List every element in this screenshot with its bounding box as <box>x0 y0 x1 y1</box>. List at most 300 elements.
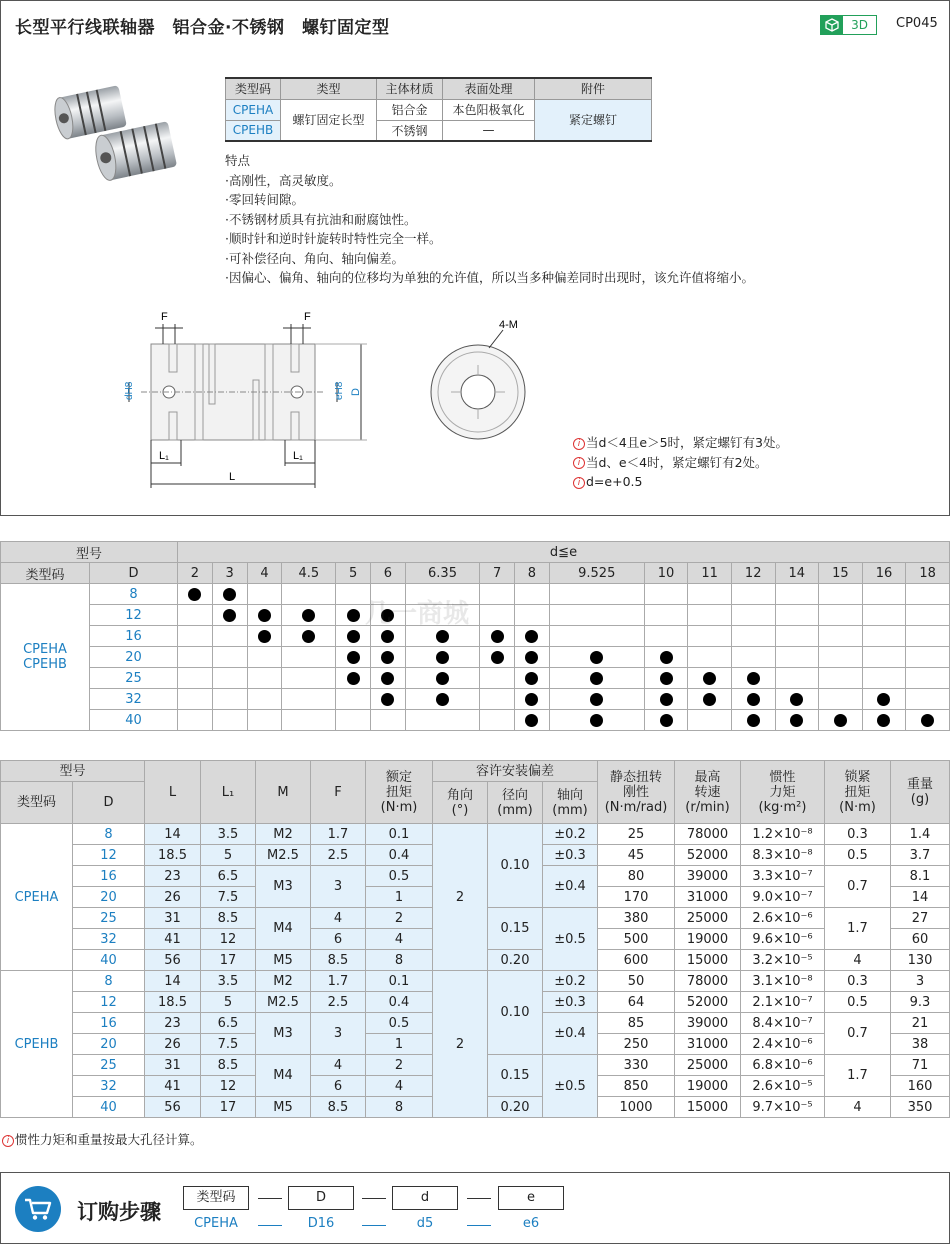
bore-cell <box>371 710 406 731</box>
available-dot <box>525 714 538 727</box>
spec-head-code: 类型码 <box>1 782 73 824</box>
bore-cell <box>282 668 336 689</box>
bore-col-header: 5 <box>336 563 371 584</box>
bore-cell <box>247 626 282 647</box>
col-surface: 表面处理 <box>443 78 535 99</box>
dim-f-left: F <box>161 311 168 323</box>
spec-D-cell[interactable]: 16 <box>73 1013 145 1034</box>
available-dot <box>921 714 934 727</box>
spec-type-code[interactable]: CPEHA <box>1 824 73 971</box>
order-dash <box>467 1198 491 1199</box>
spec-M-cell: M5 <box>256 950 311 971</box>
spec-angle-cell: 2 <box>433 824 488 971</box>
bore-col-header: 7 <box>480 563 515 584</box>
bore-cell <box>688 626 732 647</box>
bore-cell <box>775 605 819 626</box>
bore-cell <box>282 689 336 710</box>
spec-weight-cell: 130 <box>891 950 950 971</box>
spec-D-cell[interactable]: 20 <box>73 1034 145 1055</box>
order-steps-panel <box>0 1172 950 1244</box>
spec-L1-cell: 7.5 <box>201 1034 256 1055</box>
bore-cell <box>644 668 688 689</box>
type-code-cell[interactable]: CPEHB <box>226 120 281 141</box>
order-dash <box>258 1225 282 1226</box>
spec-torque-cell: 8 <box>366 950 433 971</box>
available-dot <box>436 630 449 643</box>
spec-D-cell[interactable]: 25 <box>73 908 145 929</box>
order-dash <box>467 1225 491 1226</box>
spec-head-angle: 角向 (°) <box>433 782 488 824</box>
spec-L-cell: 14 <box>145 971 201 992</box>
available-dot <box>703 672 716 685</box>
coupling-product-image <box>53 81 183 191</box>
bore-cell <box>906 584 950 605</box>
spec-F-cell: 1.7 <box>311 971 366 992</box>
spec-stiffness-cell: 850 <box>598 1076 675 1097</box>
spec-M-cell: M2 <box>256 824 311 845</box>
spec-stiffness-cell: 50 <box>598 971 675 992</box>
bore-cell <box>480 668 515 689</box>
bore-cell <box>819 584 863 605</box>
spec-M-cell: M4 <box>256 1055 311 1097</box>
spec-lock-cell: 1.7 <box>825 908 891 950</box>
feature-item: ·高刚性，高灵敏度。 <box>225 172 342 188</box>
bore-cell <box>549 584 644 605</box>
spec-L-cell: 56 <box>145 950 201 971</box>
spec-speed-cell: 31000 <box>675 1034 741 1055</box>
spec-stiffness-cell: 25 <box>598 824 675 845</box>
3d-label: 3D <box>851 18 868 32</box>
bore-cell <box>688 605 732 626</box>
spec-lock-cell: 4 <box>825 1097 891 1118</box>
spec-speed-cell: 52000 <box>675 992 741 1013</box>
spec-D-cell[interactable]: 12 <box>73 845 145 866</box>
available-dot <box>525 651 538 664</box>
spec-F-cell: 4 <box>311 908 366 929</box>
bore-col-header: 6.35 <box>405 563 479 584</box>
bore-cell <box>819 710 863 731</box>
bore-col-header: 3 <box>212 563 247 584</box>
spec-axial-cell: ±0.3 <box>543 845 598 866</box>
available-dot <box>590 672 603 685</box>
spec-F-cell: 8.5 <box>311 1097 366 1118</box>
spec-M-cell: M2.5 <box>256 845 311 866</box>
available-dot <box>660 693 673 706</box>
cart-icon <box>15 1186 61 1232</box>
available-dot <box>347 651 360 664</box>
available-dot <box>525 693 538 706</box>
bore-col-header: 15 <box>819 563 863 584</box>
spec-D-cell[interactable]: 40 <box>73 1097 145 1118</box>
available-dot <box>590 651 603 664</box>
bore-cell <box>212 605 247 626</box>
bore-cell <box>405 710 479 731</box>
spec-weight-cell: 60 <box>891 929 950 950</box>
available-dot <box>258 630 271 643</box>
cube-icon <box>821 16 843 34</box>
spec-axial-cell: ±0.4 <box>543 866 598 908</box>
spec-speed-cell: 19000 <box>675 1076 741 1097</box>
spec-L1-cell: 3.5 <box>201 824 256 845</box>
spec-head-M: M <box>256 761 311 824</box>
spec-speed-cell: 78000 <box>675 971 741 992</box>
spec-F-cell: 6 <box>311 1076 366 1097</box>
bore-col-header: 4.5 <box>282 563 336 584</box>
order-value-e: e6 <box>522 1216 540 1231</box>
available-dot <box>660 651 673 664</box>
bore-cell <box>644 605 688 626</box>
spec-stiffness-cell: 500 <box>598 929 675 950</box>
bore-cell <box>282 626 336 647</box>
dimension-drawing <box>111 306 541 491</box>
col-accessory: 附件 <box>535 78 652 99</box>
bore-cell <box>775 626 819 647</box>
bore-cell <box>336 647 371 668</box>
bore-cell <box>549 668 644 689</box>
bore-cell <box>178 584 213 605</box>
spec-L1-cell: 5 <box>201 992 256 1013</box>
bore-head-D: D <box>90 563 178 584</box>
bore-row <box>1 689 950 710</box>
bore-cell <box>212 668 247 689</box>
spec-D-cell[interactable]: 40 <box>73 950 145 971</box>
bore-cell <box>247 689 282 710</box>
spec-F-cell: 6 <box>311 929 366 950</box>
spec-L1-cell: 5 <box>201 845 256 866</box>
order-dash <box>258 1198 282 1199</box>
spec-stiffness-cell: 45 <box>598 845 675 866</box>
bore-D-cell[interactable]: 12 <box>90 605 178 626</box>
info-icon: i <box>2 1135 14 1147</box>
dim-l1-left: L₁ <box>159 450 169 462</box>
bore-cell <box>644 626 688 647</box>
available-dot <box>747 672 760 685</box>
bore-cell <box>514 605 549 626</box>
feature-item: ·不锈钢材质具有抗油和耐腐蚀性。 <box>225 211 417 227</box>
dim-d: dH8 <box>124 381 135 400</box>
bore-cell <box>862 584 906 605</box>
bore-cell <box>644 689 688 710</box>
available-dot <box>877 693 890 706</box>
spec-L-cell: 23 <box>145 866 201 887</box>
bore-col-header: 2 <box>178 563 213 584</box>
bore-cell <box>775 668 819 689</box>
available-dot <box>590 714 603 727</box>
spec-stiffness-cell: 250 <box>598 1034 675 1055</box>
bore-cell <box>247 668 282 689</box>
spec-D-cell[interactable]: 8 <box>73 971 145 992</box>
spec-L-cell: 41 <box>145 1076 201 1097</box>
available-dot <box>258 609 271 622</box>
spec-D-cell[interactable]: 25 <box>73 1055 145 1076</box>
bore-cell <box>688 584 732 605</box>
spec-F-cell: 3 <box>311 866 366 908</box>
spec-speed-cell: 25000 <box>675 908 741 929</box>
page-title: 长型平行线联轴器 铝合金·不锈钢 螺钉固定型 <box>15 18 390 38</box>
bore-cell <box>178 668 213 689</box>
spec-head-model: 型号 <box>1 761 145 782</box>
spec-D-cell[interactable]: 32 <box>73 1076 145 1097</box>
spec-weight-cell: 8.1 <box>891 866 950 887</box>
product-code: CP045 <box>896 16 938 31</box>
spec-head-tol: 容许安装偏差 <box>433 761 598 782</box>
spec-F-cell: 2.5 <box>311 845 366 866</box>
order-box-D: D <box>288 1186 354 1210</box>
bore-cell <box>212 710 247 731</box>
spec-axial-cell: ±0.4 <box>543 1013 598 1055</box>
available-dot <box>381 651 394 664</box>
available-dot <box>703 693 716 706</box>
spec-L-cell: 18.5 <box>145 845 201 866</box>
spec-M-cell: M5 <box>256 1097 311 1118</box>
bore-cell <box>480 647 515 668</box>
bore-cell <box>549 605 644 626</box>
bore-D-cell[interactable]: 25 <box>90 668 178 689</box>
feature-item: ·顺时针和逆时针旋转时特性完全一样。 <box>225 231 442 246</box>
bore-cell <box>371 668 406 689</box>
spec-head-axial: 轴向 (mm) <box>543 782 598 824</box>
bore-type-codes[interactable]: CPEHA CPEHB <box>1 584 90 731</box>
bore-cell <box>775 647 819 668</box>
bore-cell <box>282 605 336 626</box>
spec-inertia-cell: 2.6×10⁻⁶ <box>741 908 825 929</box>
spec-D-cell[interactable]: 12 <box>73 992 145 1013</box>
col-type-code: 类型码 <box>226 78 281 99</box>
bore-cell <box>480 605 515 626</box>
spec-lock-cell: 0.7 <box>825 866 891 908</box>
spec-F-cell: 1.7 <box>311 824 366 845</box>
order-value-code: CPEHA <box>194 1216 238 1231</box>
available-dot <box>302 630 315 643</box>
watermark: 几一商城 <box>365 599 470 629</box>
bore-cell <box>282 647 336 668</box>
bore-D-cell[interactable]: 8 <box>90 584 178 605</box>
feature-item: ·因偏心、偏角、轴向的位移均为单独的允许值，所以当多种偏差同时出现时，该允许值将缩小。 <box>225 270 754 285</box>
spec-L1-cell: 8.5 <box>201 1055 256 1076</box>
spec-inertia-cell: 9.0×10⁻⁷ <box>741 887 825 908</box>
spec-inertia-cell: 2.1×10⁻⁷ <box>741 992 825 1013</box>
material-cell: 不锈钢 <box>377 120 443 141</box>
spec-inertia-cell: 2.4×10⁻⁶ <box>741 1034 825 1055</box>
spec-D-cell[interactable]: 8 <box>73 824 145 845</box>
spec-weight-cell: 160 <box>891 1076 950 1097</box>
spec-radial-cell: 0.10 <box>488 824 543 908</box>
bore-cell <box>247 584 282 605</box>
bore-cell <box>247 647 282 668</box>
bore-cell <box>819 689 863 710</box>
spec-row <box>1 971 950 992</box>
spec-M-cell: M4 <box>256 908 311 950</box>
dim-e: eH8 <box>334 381 345 400</box>
bore-cell <box>775 689 819 710</box>
bore-col-header: 6 <box>371 563 406 584</box>
spec-stiffness-cell: 380 <box>598 908 675 929</box>
spec-F-cell: 4 <box>311 1055 366 1076</box>
spec-speed-cell: 39000 <box>675 866 741 887</box>
spec-torque-cell: 0.5 <box>366 866 433 887</box>
bore-cell <box>549 626 644 647</box>
spec-L-cell: 41 <box>145 929 201 950</box>
spec-speed-cell: 15000 <box>675 1097 741 1118</box>
spec-torque-cell: 0.5 <box>366 1013 433 1034</box>
note-item: i 当d、e＜4时，紧定螺钉有2处。 <box>573 453 788 473</box>
surface-cell: — <box>443 120 535 141</box>
spec-inertia-cell: 3.2×10⁻⁵ <box>741 950 825 971</box>
spec-torque-cell: 8 <box>366 1097 433 1118</box>
spec-torque-cell: 4 <box>366 1076 433 1097</box>
dim-l: L <box>229 471 236 483</box>
bore-cell <box>282 584 336 605</box>
bore-cell <box>644 710 688 731</box>
spec-F-cell: 8.5 <box>311 950 366 971</box>
type-spec-table <box>225 77 652 142</box>
bore-cell <box>480 689 515 710</box>
3d-badge[interactable] <box>820 15 877 35</box>
spec-stiffness-cell: 1000 <box>598 1097 675 1118</box>
bore-cell <box>906 626 950 647</box>
spec-torque-cell: 0.1 <box>366 824 433 845</box>
spec-lock-cell: 4 <box>825 950 891 971</box>
col-type: 类型 <box>281 78 377 99</box>
spec-stiffness-cell: 85 <box>598 1013 675 1034</box>
available-dot <box>491 651 504 664</box>
spec-stiffness-cell: 600 <box>598 950 675 971</box>
spec-L-cell: 31 <box>145 908 201 929</box>
spec-head-lock: 锁紧 扭矩 (N·m) <box>825 761 891 824</box>
bore-cell <box>178 689 213 710</box>
spec-lock-cell: 0.7 <box>825 1013 891 1055</box>
bore-D-cell[interactable]: 40 <box>90 710 178 731</box>
spec-stiffness-cell: 330 <box>598 1055 675 1076</box>
surface-cell: 本色阳极氧化 <box>443 99 535 120</box>
spec-torque-cell: 0.4 <box>366 992 433 1013</box>
spec-stiffness-cell: 64 <box>598 992 675 1013</box>
bore-cell <box>212 647 247 668</box>
spec-D-cell[interactable]: 32 <box>73 929 145 950</box>
bore-cell <box>688 668 732 689</box>
bore-row <box>1 584 950 605</box>
bore-cell <box>731 647 775 668</box>
spec-radial-cell: 0.20 <box>488 1097 543 1118</box>
bore-cell <box>514 584 549 605</box>
bore-cell <box>775 710 819 731</box>
bore-cell <box>549 710 644 731</box>
spec-inertia-cell: 3.3×10⁻⁷ <box>741 866 825 887</box>
spec-head-inertia: 惯性 力矩 (kg·m²) <box>741 761 825 824</box>
bore-col-header: 9.525 <box>549 563 644 584</box>
spec-weight-cell: 38 <box>891 1034 950 1055</box>
bore-cell <box>514 710 549 731</box>
spec-torque-cell: 1 <box>366 1034 433 1055</box>
order-value-D: D16 <box>307 1216 335 1231</box>
bore-cell <box>336 710 371 731</box>
bore-cell <box>688 689 732 710</box>
bore-cell <box>247 710 282 731</box>
bore-cell <box>178 605 213 626</box>
bore-cell <box>212 584 247 605</box>
bore-cell <box>514 626 549 647</box>
dim-D: D <box>350 388 362 396</box>
bore-cell <box>549 689 644 710</box>
spec-L1-cell: 17 <box>201 950 256 971</box>
available-dot <box>491 630 504 643</box>
spec-lock-cell: 1.7 <box>825 1055 891 1097</box>
available-dot <box>747 693 760 706</box>
spec-L-cell: 26 <box>145 1034 201 1055</box>
bore-cell <box>480 584 515 605</box>
bore-D-cell[interactable]: 32 <box>90 689 178 710</box>
bore-D-cell[interactable]: 20 <box>90 647 178 668</box>
available-dot <box>188 588 201 601</box>
bore-col-header: 16 <box>862 563 906 584</box>
available-dot <box>877 714 890 727</box>
spec-type-code[interactable]: CPEHB <box>1 971 73 1118</box>
spec-F-cell: 2.5 <box>311 992 366 1013</box>
spec-lock-cell: 0.3 <box>825 971 891 992</box>
available-dot <box>381 630 394 643</box>
bore-row <box>1 605 950 626</box>
bore-cell <box>644 647 688 668</box>
bore-row <box>1 647 950 668</box>
spec-D-cell[interactable]: 16 <box>73 866 145 887</box>
spec-radial-cell: 0.15 <box>488 908 543 950</box>
spec-L1-cell: 17 <box>201 1097 256 1118</box>
spec-head-stiff: 静态扭转 刚性 (N·m/rad) <box>598 761 675 824</box>
spec-axial-cell: ±0.2 <box>543 824 598 845</box>
bore-cell <box>862 647 906 668</box>
spec-speed-cell: 31000 <box>675 887 741 908</box>
spec-stiffness-cell: 170 <box>598 887 675 908</box>
spec-L1-cell: 12 <box>201 1076 256 1097</box>
spec-lock-cell: 0.5 <box>825 992 891 1013</box>
available-dot <box>381 672 394 685</box>
bore-cell <box>731 626 775 647</box>
bore-D-cell[interactable]: 16 <box>90 626 178 647</box>
bore-cell <box>371 689 406 710</box>
bore-cell <box>336 668 371 689</box>
bore-cell <box>775 584 819 605</box>
available-dot <box>381 693 394 706</box>
spec-L1-cell: 6.5 <box>201 866 256 887</box>
note-item: i d=e+0.5 <box>573 472 788 492</box>
bore-col-header: 11 <box>688 563 732 584</box>
available-dot <box>525 672 538 685</box>
available-dot <box>590 693 603 706</box>
spec-axial-cell: ±0.3 <box>543 992 598 1013</box>
available-dot <box>436 693 449 706</box>
bore-head-model: 型号 <box>1 542 178 563</box>
bore-cell <box>906 710 950 731</box>
spec-weight-cell: 3.7 <box>891 845 950 866</box>
bore-cell <box>178 710 213 731</box>
bore-cell <box>862 605 906 626</box>
type-code-cell[interactable]: CPEHA <box>226 99 281 120</box>
bore-cell <box>405 668 479 689</box>
bore-cell <box>731 668 775 689</box>
spec-D-cell[interactable]: 20 <box>73 887 145 908</box>
dim-f-right: F <box>304 311 311 323</box>
available-dot <box>347 609 360 622</box>
bore-cell <box>862 710 906 731</box>
spec-torque-cell: 4 <box>366 929 433 950</box>
bore-cell <box>906 647 950 668</box>
bore-cell <box>731 710 775 731</box>
spec-M-cell: M2.5 <box>256 992 311 1013</box>
spec-weight-cell: 9.3 <box>891 992 950 1013</box>
spec-speed-cell: 25000 <box>675 1055 741 1076</box>
feature-item: ·零回转间隙。 <box>225 192 304 207</box>
bore-row <box>1 668 950 689</box>
